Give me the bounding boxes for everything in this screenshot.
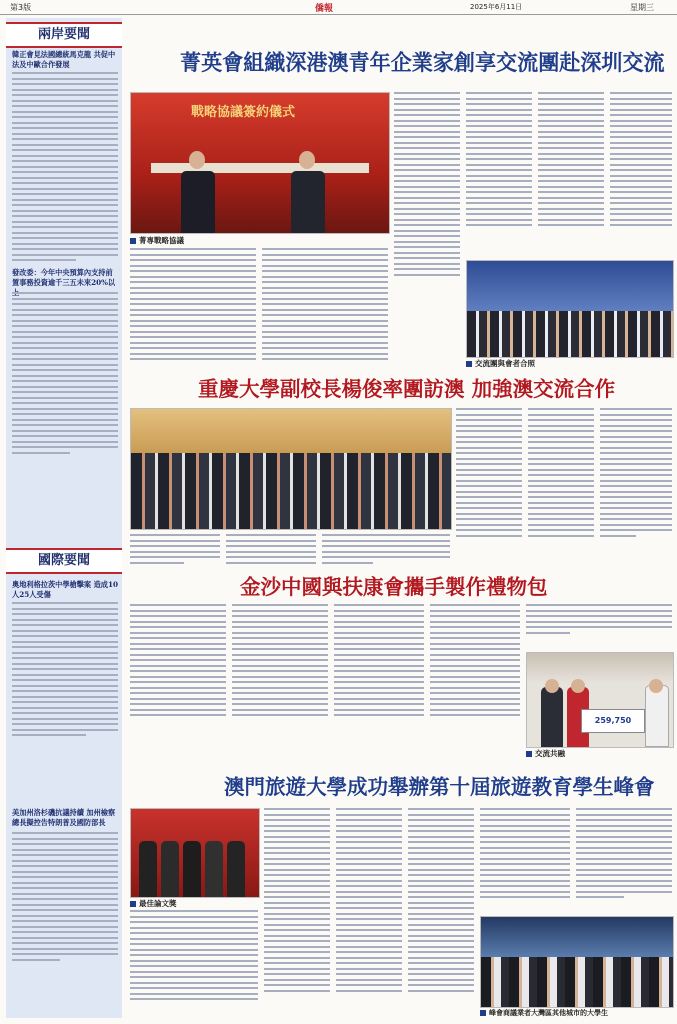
- donation-caption: 交流共融: [526, 748, 565, 759]
- lead-col-6: [610, 92, 672, 230]
- lead-col-3: [394, 92, 460, 279]
- second-col-6: [600, 408, 672, 540]
- group-photo-caption: 交流團與會者合照: [466, 358, 535, 369]
- visit-photo: [130, 408, 452, 530]
- second-col-5: [528, 408, 594, 540]
- left-article-2-body: [12, 292, 118, 457]
- award-caption: 最佳論文獎: [130, 898, 177, 909]
- third-col-5: [526, 604, 672, 637]
- left-headline-2: 發改委：今年中央預算內支持前置事務投資逾千三五未來20%以: [12, 268, 116, 287]
- second-col-1: [130, 534, 220, 567]
- second-col-2: [226, 534, 316, 567]
- second-article-title: 重慶大學副校長楊俊率團訪澳 加強澳交流合作: [198, 377, 616, 401]
- issue-day: 星期三: [630, 3, 654, 12]
- fourth-article-title: 澳門旅遊大學成功舉辦第十屆旅遊教育學生峰會: [224, 775, 655, 799]
- lead-col-2: [262, 248, 388, 364]
- section-title-cross-strait: 兩岸要聞: [6, 22, 122, 48]
- left-headline-4: 美加州洛杉磯抗議持續 加州檢察總長擬控告特朗普及國防部長: [12, 808, 116, 827]
- donation-photo: [526, 652, 674, 748]
- page-number: 第3版: [10, 3, 32, 12]
- lead-photo-caption: 菁專戰略協議: [130, 235, 184, 246]
- banner-text: 戰略協議簽約儀式: [191, 105, 296, 120]
- page-header: [0, 0, 677, 15]
- left-article-4-body: [12, 832, 118, 964]
- issue-date: 2025年6月11日: [470, 3, 523, 11]
- section-title-international: 國際要聞: [6, 548, 122, 574]
- lead-article-title: 菁英會組織深港澳青年企業家創享交流團赴深圳交流: [180, 51, 665, 76]
- third-col-2: [232, 604, 328, 720]
- third-article-title: 金沙中國與扶康會攜手製作禮物包: [240, 575, 548, 599]
- left-headline-1: 韓正會見法國總統馬克龍 共促中法及中歐合作發展: [12, 50, 116, 69]
- lead-col-4: [466, 92, 532, 230]
- second-col-3: [322, 534, 450, 567]
- fourth-col-2: [264, 808, 330, 995]
- lead-photo: [130, 92, 390, 234]
- fourth-col-6: [576, 808, 672, 902]
- third-col-4: [430, 604, 520, 720]
- group-photo: [466, 260, 674, 358]
- newspaper-brand: 僑報: [315, 4, 334, 14]
- award-photo: [130, 808, 260, 898]
- summit-photo: [480, 916, 674, 1008]
- left-article-3-body: [12, 602, 118, 740]
- fourth-col-4: [408, 808, 474, 995]
- check-amount: 259,750: [581, 709, 645, 733]
- fourth-col-1: [130, 910, 258, 1004]
- lead-col-1: [130, 248, 256, 364]
- fourth-col-3: [336, 808, 402, 995]
- fourth-col-5: [480, 808, 570, 902]
- second-col-4: [456, 408, 522, 540]
- third-col-1: [130, 604, 226, 720]
- left-headline-3: 奧地利格拉茨中學槍擊案 造成10人25人受傷: [12, 580, 118, 599]
- third-col-3: [334, 604, 424, 720]
- left-article-1-body: [12, 72, 118, 265]
- lead-col-5: [538, 92, 604, 230]
- summit-caption: 峰會商議業者大灣區其他城市的大學生: [480, 1008, 608, 1018]
